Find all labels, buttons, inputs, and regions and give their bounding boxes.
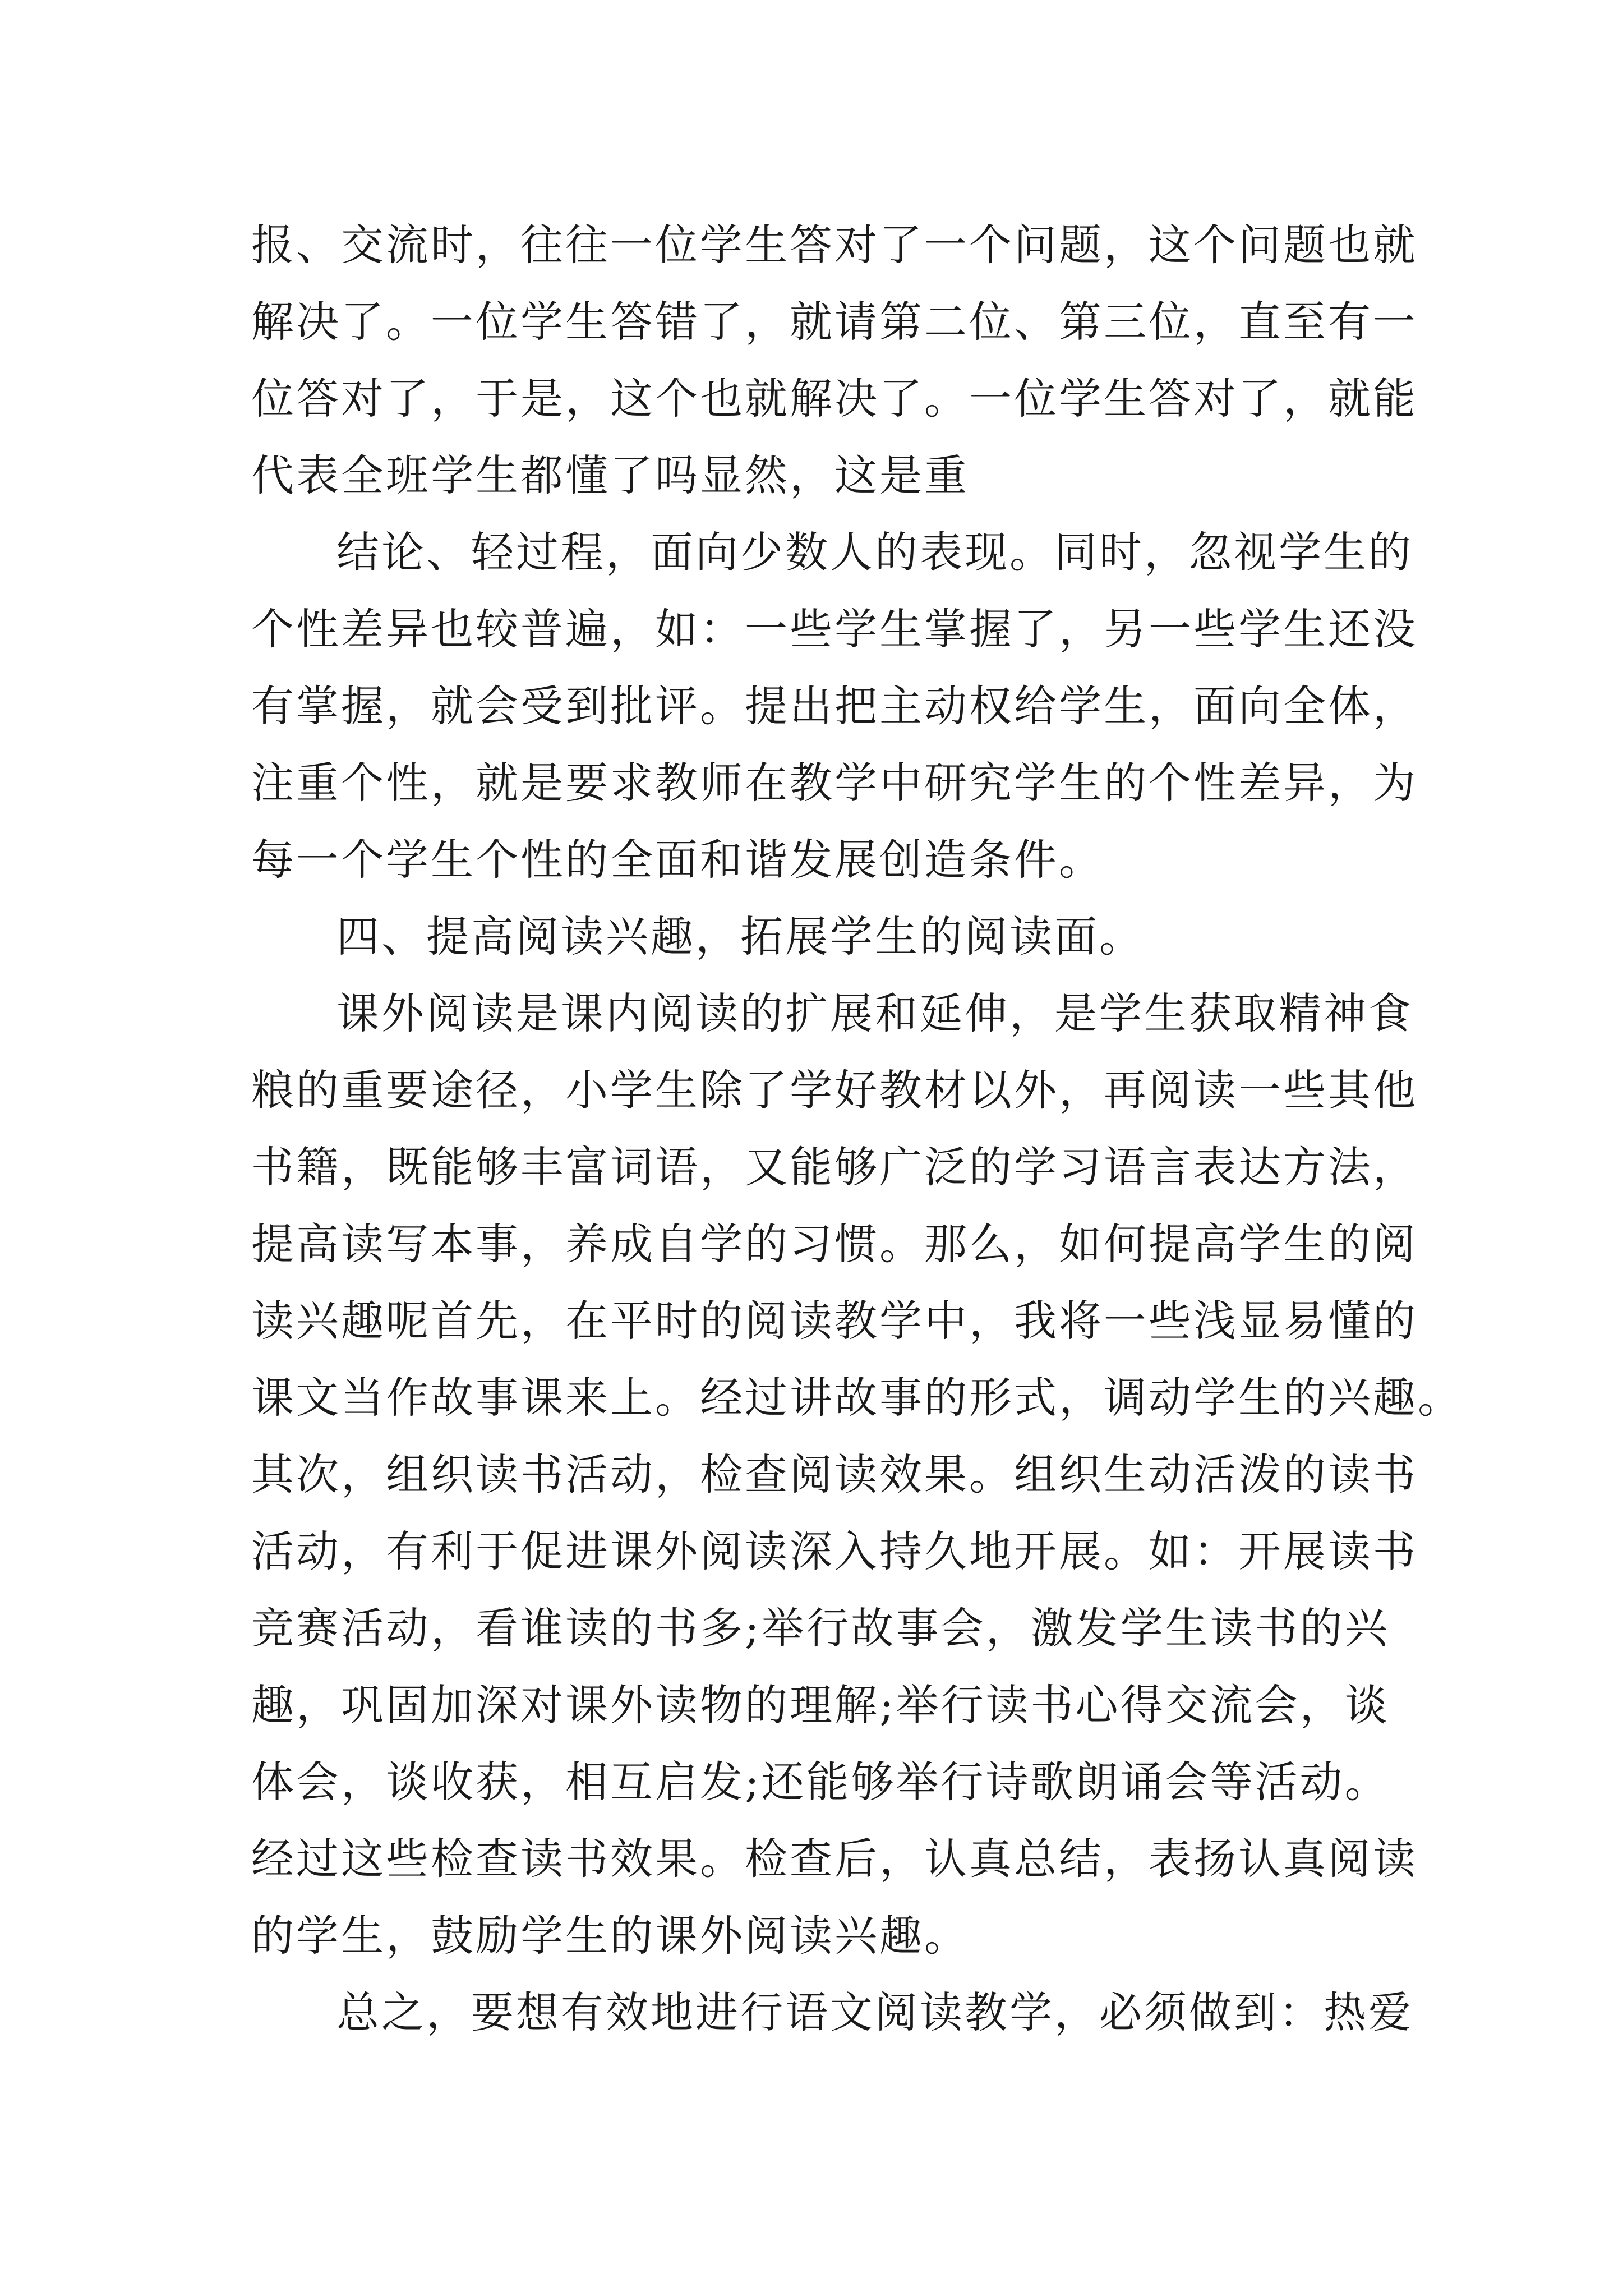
- text-line: 四、提高阅读兴趣，拓展学生的阅读面。: [336, 912, 1144, 961]
- text-line: 位答对了，于是，这个也就解决了。一位学生答对了，就能: [251, 374, 1418, 424]
- text-line: 总之，要想有效地进行语文阅读教学，必须做到：热爱: [336, 1987, 1413, 2037]
- text-line: 书籍，既能够丰富词语，又能够广泛的学习语言表达方法，: [251, 1142, 1418, 1192]
- text-line: 其次，组织读书活动，检查阅读效果。组织生动活泼的读书: [251, 1450, 1418, 1499]
- text-line: 的学生，鼓励学生的课外阅读兴趣。: [251, 1911, 969, 1961]
- text-line: 代表全班学生都懂了吗显然，这是重: [251, 450, 969, 500]
- text-line: 个性差异也较普遍，如：一些学生掌握了，另一些学生还没: [251, 604, 1418, 654]
- body-text: [251, 206, 1463, 2051]
- text-line: 每一个学生个性的全面和谐发展创造条件。: [251, 835, 1104, 885]
- text-line: 粮的重要途径，小学生除了学好教材以外，再阅读一些其他: [251, 1065, 1418, 1115]
- text-line: 趣，巩固加深对课外读物的理解;举行读书心得交流会，谈: [251, 1680, 1390, 1730]
- text-line: 结论、轻过程，面向少数人的表现。同时，忽视学生的: [336, 527, 1413, 577]
- text-line: 读兴趣呢首先，在平时的阅读教学中，我将一些浅显易懂的: [251, 1296, 1418, 1346]
- text-line: 课文当作故事课来上。经过讲故事的形式，调动学生的兴趣。: [251, 1373, 1463, 1423]
- text-line: 体会，谈收获，相互启发;还能够举行诗歌朗诵会等活动。: [251, 1757, 1390, 1807]
- text-line: 竞赛活动，看谁读的书多;举行故事会，激发学生读书的兴: [251, 1603, 1390, 1653]
- text-line: 报、交流时，往往一位学生答对了一个问题，这个问题也就: [251, 220, 1418, 270]
- text-line: 解决了。一位学生答错了，就请第二位、第三位，直至有一: [251, 297, 1418, 347]
- text-line: 提高读写本事，养成自学的习惯。那么，如何提高学生的阅: [251, 1219, 1418, 1269]
- text-line: 注重个性，就是要求教师在教学中研究学生的个性差异，为: [251, 758, 1418, 808]
- text-line: 活动，有利于促进课外阅读深入持久地开展。如：开展读书: [251, 1526, 1418, 1576]
- text-line: 课外阅读是课内阅读的扩展和延伸，是学生获取精神食: [336, 988, 1413, 1038]
- text-line: 有掌握，就会受到批评。提出把主动权给学生，面向全体，: [251, 681, 1418, 731]
- text-line: 经过这些检查读书效果。检查后，认真总结，表扬认真阅读: [251, 1834, 1418, 1884]
